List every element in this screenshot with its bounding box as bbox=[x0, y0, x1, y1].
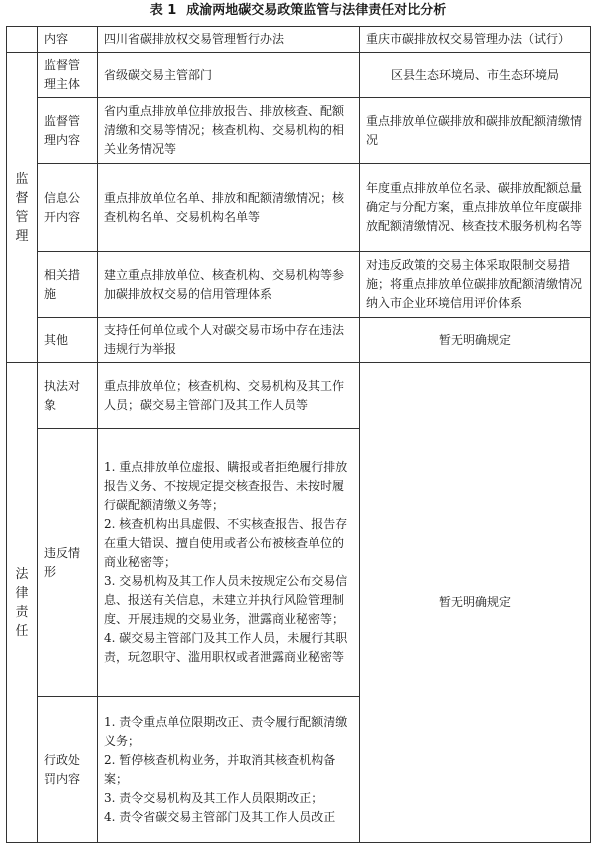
table-row bbox=[7, 363, 591, 429]
table-row bbox=[7, 318, 591, 363]
cell-sichuan: 重点排放单位；核查机构、交易机构及其工作人员；碳交易主管部门及其工作人员等 bbox=[98, 363, 360, 429]
cell-sichuan-list bbox=[98, 697, 360, 843]
cell-chongqing: 年度重点排放单位名录、碳排放配额总量确定与分配方案，重点排放单位年度碳排放配额清缴情况、核查技术服务机构名等 bbox=[360, 164, 591, 252]
header-blank bbox=[7, 27, 38, 53]
cell-sichuan-list bbox=[98, 429, 360, 697]
cell-chongqing-legal: 暂无明确规定 bbox=[360, 363, 591, 843]
header-chongqing: 重庆市碳排放权交易管理办法（试行） bbox=[360, 27, 591, 53]
cell-sichuan: 重点排放单位名单、排放和配额清缴情况；核查机构名单、交易机构名单等 bbox=[98, 164, 360, 252]
group-supervision: 监督管理 bbox=[7, 53, 38, 363]
list-item: 4. 责令省碳交易主管部门及其工作人员改正 bbox=[104, 809, 336, 824]
list-item: 2. 暂停核查机构业务，并取消其核查机构备案； bbox=[104, 752, 336, 786]
table-row bbox=[7, 252, 591, 318]
cell-chongqing: 对违反政策的交易主体采取限制交易措施；将重点排放单位碳排放配额清缴情况纳入市企业环境信用评价体系 bbox=[360, 252, 591, 318]
table-number: 表 1 bbox=[149, 3, 177, 18]
list-item: 3. 交易机构及其工作人员未按规定公布交易信息、报送有关信息，未建立并执行风险管理制度、开展违规的交易业务，泄露商业秘密等； bbox=[104, 574, 348, 626]
row-label: 监督管理主体 bbox=[38, 53, 98, 98]
table-row bbox=[7, 164, 591, 252]
table-row bbox=[7, 53, 591, 98]
header-row bbox=[7, 27, 591, 53]
list-item: 2. 核查机构出具虚假、不实核查报告、报告存在重大错误、擅自使用或者公布被核查单位的商业秘密等； bbox=[104, 517, 348, 569]
list-item: 1. 重点排放单位虚报、瞒报或者拒绝履行排放报告义务、不按规定提交核查报告、未按时履行碳配额清缴义务等； bbox=[104, 460, 348, 512]
header-sichuan: 四川省碳排放权交易管理暂行办法 bbox=[98, 27, 360, 53]
cell-chongqing: 暂无明确规定 bbox=[360, 318, 591, 363]
row-label: 信息公开内容 bbox=[38, 164, 98, 252]
cell-chongqing: 区县生态环境局、市生态环境局 bbox=[360, 53, 591, 98]
row-label: 执法对象 bbox=[38, 363, 98, 429]
cell-sichuan: 建立重点排放单位、核查机构、交易机构等参加碳排放权交易的信用管理体系 bbox=[98, 252, 360, 318]
group-legal: 法律责任 bbox=[7, 363, 38, 843]
row-label: 监督管理内容 bbox=[38, 98, 98, 164]
row-label: 违反情形 bbox=[38, 429, 98, 697]
cell-chongqing: 重点排放单位碳排放和碳排放配额清缴情况 bbox=[360, 98, 591, 164]
row-label: 行政处罚内容 bbox=[38, 697, 98, 843]
table-row bbox=[7, 98, 591, 164]
cell-sichuan: 省内重点排放单位排放报告、排放核查、配额清缴和交易等情况；核查机构、交易机构的相关业务情况等 bbox=[98, 98, 360, 164]
list-item: 4. 碳交易主管部门及其工作人员，未履行其职责，玩忽职守、滥用职权或者泄露商业秘密等 bbox=[104, 631, 348, 664]
list-item: 3. 责令交易机构及其工作人员限期改正； bbox=[104, 790, 324, 805]
cell-sichuan: 支持任何单位或个人对碳交易市场中存在违法违规行为举报 bbox=[98, 318, 360, 363]
row-label: 其他 bbox=[38, 318, 98, 363]
table-caption bbox=[0, 2, 596, 20]
header-content: 内容 bbox=[38, 27, 98, 53]
comparison-table bbox=[6, 26, 591, 843]
cell-sichuan: 省级碳交易主管部门 bbox=[98, 53, 360, 98]
row-label: 相关措施 bbox=[38, 252, 98, 318]
table-title: 成渝两地碳交易政策监管与法律责任对比分析 bbox=[186, 3, 447, 18]
list-item: 1. 责令重点单位限期改正、责令履行配额清缴义务； bbox=[104, 714, 348, 748]
